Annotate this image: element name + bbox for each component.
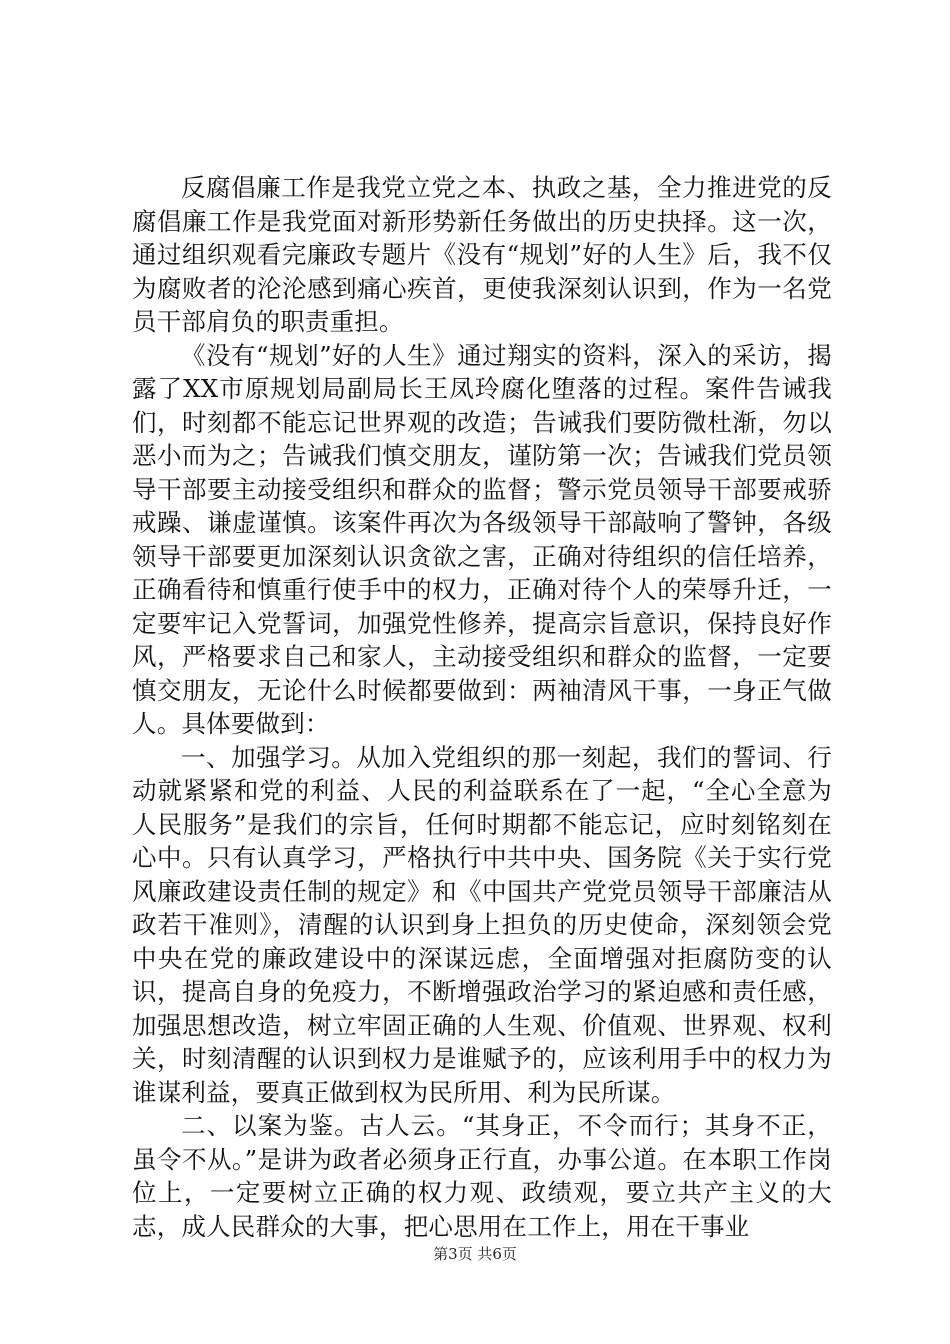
paragraph-3: 一、加强学习。从加入党组织的那一刻起，我们的誓词、行动就紧紧和党的利益、人民的利益联系在了一起，“全心全意为人民服务”是我们的宗旨，任何时期都不能忘记，应时刻铭刻在心中。只有认真学习，严格执行中共中央、国务院《关于实行党风廉政建设责任制的规定》和《中国共产党党员领导干部廉洁从政若干准则》，清醒的认识到身上担负的历史使命，深刻领会党中央在党的廉政建设中的深谋远虑，全面增强对拒腐防变的认识，提高自身的免疫力，不断增强政治学习的紧迫感和责任感，加强思想改造，树立牢固正确的人生观、价值观、世界观、权利关，时刻清醒的认识到权力是谁赋予的，应该利用手中的权力为谁谋利益，要真正做到权为民所用、利为民所谋。 <box>132 742 832 1107</box>
page-footer: 第3页 共6页 <box>433 1245 517 1263</box>
paragraph-1: 反腐倡廉工作是我党立党之本、执政之基，全力推进党的反腐倡廉工作是我党面对新形势新任务做出的历史抉择。这一次，通过组织观看完廉政专题片《没有“规划”好的人生》后，我不仅为腐败者的沦沦感到痛心疾首，更使我深刻认识到，作为一名党员干部肩负的职责重担。 <box>132 173 832 336</box>
paragraph-2: 《没有“规划”好的人生》通过翔实的资料，深入的采访，揭露了XX市原规划局副局长王凤玲腐化堕落的过程。案件告诫我们，时刻都不能忘记世界观的改造；告诫我们要防微杜渐，勿以恶小而为之；告诫我们慎交朋友，谨防第一次；告诫我们党员领导干部要主动接受组织和群众的监督；警示党员领导干部要戒骄戒躁、谦虚谨慎。该案件再次为各级领导干部敲响了警钟，各级领导干部要更加深刻认识贪欲之害，正确对待组织的信任培养，正确看待和慎重行使手中的权力，正确对待个人的荣辱升迁，一定要牢记入党誓词，加强党性修养，提高宗旨意识，保持良好作风，严格要求自己和家人，主动接受组织和群众的监督，一定要慎交朋友，无论什么时候都要做到：两袖清风干事，一身正气做人。具体要做到： <box>132 340 832 738</box>
paragraph-4: 二、以案为鉴。古人云。“其身正，不令而行；其身不正，虽令不从。”是讲为政者必须身正行直，办事公道。在本职工作岗位上，一定要树立正确的权力观、政绩观，要立共产主义的大志，成人民群众的大事，把心思用在工作上，用在干事业 <box>132 1111 832 1241</box>
document-body <box>132 171 832 1243</box>
